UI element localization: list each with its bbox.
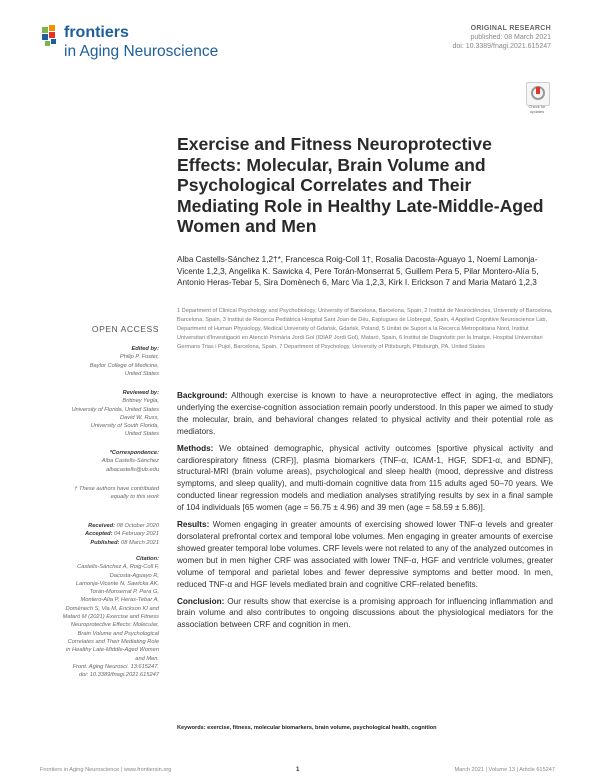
correspondence-email[interactable]: albacastells@ub.edu [106, 466, 159, 473]
journal-brand: frontiers [64, 24, 129, 41]
open-access-label: OPEN ACCESS [91, 324, 159, 334]
journal-name: in Aging Neuroscience [64, 43, 219, 60]
footer-issue: March 2021 | Volume 13 | Article 615247 [454, 767, 555, 773]
citation: Citation: Castells-Sánchez A, Roig-Coll F, Dacosta-Aguayo R, Lamonja-Vicente N, Sawicka AK, Torán-Monserrat P, Pera G, Montero-Alía P, Heras-Tebar A, Domènech S, Via M, Erickson KI and Mataró M (2021) Exercise and Fitness Neuroprotective Effects: Molecular, Brain Volume and Psychological Correlates and Their Mediating Role in Healthy Late-Middle-Aged Women and Men. Front. Aging Neurosci. 13:615247. doi: 10.3389/fnagi.2021.615247 [43, 555, 159, 679]
abstract [177, 390, 553, 636]
article-doi[interactable]: doi: 10.3389/fnagi.2021.615247 [452, 43, 551, 50]
reviewed-by: Reviewed by: Brittney Yegla, University of Florida, United States David W. Russ, University of South Florida, United States [71, 390, 159, 438]
published-date: published: 08 March 2021 [470, 34, 551, 41]
abstract-results: Results: Women engaging in greater amounts of exercising showed lower TNF-α levels and greater dorsolateral prefrontal cortex and temporal lobe volumes. Men engaging in greater amounts of exercise showed greater temporal lobe volumes. CRF levels were not related to any of the analyzed outcomes in women but in men higher CRF was associated with lower TNF-α, HGF and ventricle volumes, greater volume of temporal and parietal lobes and fewer depressive symptoms and better mood. In men, reduced TNF-α and HGF levels mediated brain and cognitive CRF-related benefits. [177, 520, 553, 589]
abstract-background: Background: Although exercise is known to have a neuroprotective effect in aging, the mediators underlying the exercise-cognition association remain poorly understood. In this paper we aimed to study the molecular, brain, and behavioral changes related to physical activity and their potential role as mediators. [177, 391, 553, 436]
article-type: ORIGINAL RESEARCH [470, 25, 551, 32]
equal-contribution-note: † These authors have contributed equally to this work [74, 486, 159, 501]
check-for-updates-button[interactable] [526, 82, 550, 106]
keywords: Keywords: exercise, fitness, molecular biomarkers, brain volume, psychological health, cognition [177, 725, 437, 731]
citation-doi[interactable]: doi: 10.3389/fnagi.2021.615247 [78, 672, 159, 679]
footer-journal-link[interactable]: Frontiers in Aging Neuroscience | www.frontiersin.org [40, 767, 172, 773]
article-meta [453, 24, 551, 51]
journal-logo[interactable] [40, 22, 240, 72]
abstract-methods: Methods: We obtained demographic, physical activity outcomes [sportive physical activity and cardiorespiratory fitness (CRF)], plasma biomarkers (TNF-α, ICAM-1, HGF, SDF1-α, and BDNF), structural-MRI (brain volume areas), psychological and sleep health (mood, depressive and distress symptoms, and sleep quality), and multi-domain cognitive data from 115 adults aged 50–70 years. We conducted linear regression models and mediation analyses stratifying results by sex in a final sample of 104 individuals [65 women (age = 56.75 ± 4.96) and 39 men (age = 58.59 ± 5.86)]. [177, 443, 553, 513]
affiliations: 1 Department of Clinical Psychology and Psychobiology, University of Barcelona, Barcelona, Spain, 2 Institut de Neurociències, University of Barcelona, Barcelona, Spain, 3 Institut de Recerca Pediàtrica Hospital Sant Joan de Déu, Esplugues de Llobregat, Spain, 4 Applied Cognitive Neuroscience Lab, Department of Human Physiology, Medical University of Gdańsk, Gdańsk, Poland, 5 Unitat de Suport a la Recerca Metropolitana Nord, Institut Universitari d'Investigació en Atenció Primària Jordi Gol (IDIAP Jordi Gol), Mataró, Spain, 6 Institut de Diagnòstic per la Imatge, Hospital Universitari Germans Trias i Pujol, Barcelona, Spain, 7 Department of Psychology, University of Pittsburgh, Pittsburgh, PA, United States [177, 308, 553, 351]
check-updates-icon [527, 83, 549, 105]
page-number: 1 [296, 767, 300, 773]
correspondence: *Correspondence: Alba Castells-Sánchez albacastells@ub.edu [43, 449, 159, 474]
check-updates-label: Check for updates [528, 104, 546, 114]
abstract-conclusion: Conclusion: Our results show that exercise is a promising approach for influencing inflammation and brain volume and also contributes to ongoing discussions about the physiological mediators for the association between CRF and cognition in men. [177, 596, 553, 630]
author-list: Alba Castells-Sánchez 1,2†*, Francesca Roig-Coll 1†, Rosalia Dacosta-Aguayo 1, Noemí Lamonja-Vicente 1,2,3, Angelika K. Sawicka 4, Pere Torán-Monserrat 5, Guillem Pera 5, Pilar Montero-Alía 5, Antonio Heras-Tebar 5, Sira Domènech 6, Marc Via 1,2,3, Kirk I. Erickson 7 and Maria Mataró 1,2,3 [177, 255, 539, 288]
dates: Received: 08 October 2020 Accepted: 04 February 2021 Published: 08 March 2021 [85, 523, 159, 546]
edited-by: Edited by: Philip P. Foster, Baylor College of Medicine, United States [89, 346, 159, 377]
article-title: Exercise and Fitness Neuroprotective Effects: Molecular, Brain Volume and Psychological Correlates and Their Mediating Role in Healthy Late-Middle-Aged Women and Men [177, 134, 544, 237]
